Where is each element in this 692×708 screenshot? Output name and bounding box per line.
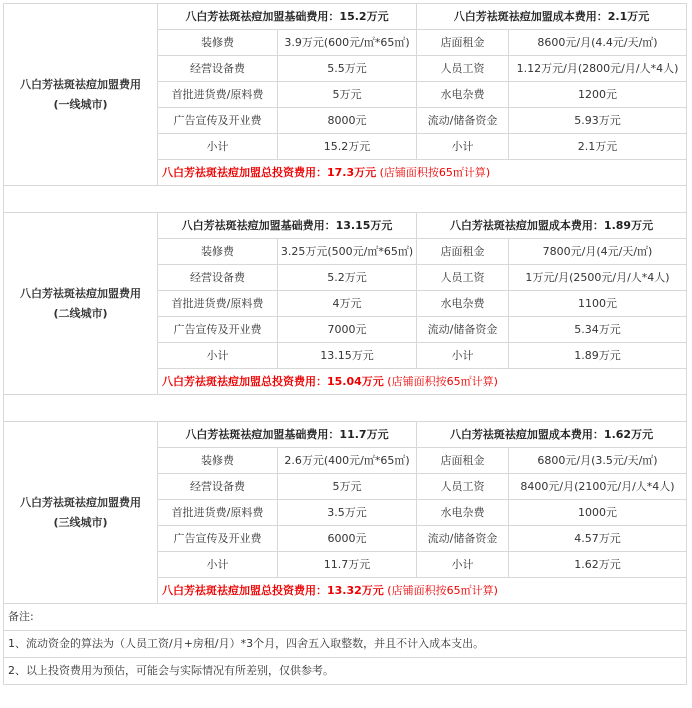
base-item-name: 小计 bbox=[158, 552, 278, 578]
cost-item-name: 小计 bbox=[417, 134, 509, 160]
base-item-name: 广告宣传及开业费 bbox=[158, 526, 278, 552]
city-tier: (一线城市) bbox=[53, 97, 108, 111]
cost-item-name: 店面租金 bbox=[417, 30, 509, 56]
base-item-name: 首批进货费/原料费 bbox=[158, 291, 278, 317]
cost-item-name: 水电杂费 bbox=[417, 82, 509, 108]
notes-title: 备注: bbox=[4, 604, 687, 631]
total-investment-label: 八白芳祛斑祛痘加盟总投资费用：15.04万元 bbox=[162, 374, 384, 388]
city-tier-cell bbox=[4, 422, 158, 604]
total-area-note: (店铺面积按65㎡计算) bbox=[387, 374, 498, 388]
operating-cost-header: 八白芳祛斑祛痘加盟成本费用：1.62万元 bbox=[417, 422, 687, 448]
base-item-value: 5万元 bbox=[278, 474, 417, 500]
cost-item-value: 1.89万元 bbox=[509, 343, 687, 369]
base-item-value: 3.5万元 bbox=[278, 500, 417, 526]
cost-item-value: 8400元/月(2100元/月/人*4人) bbox=[509, 474, 687, 500]
spacer-cell bbox=[4, 395, 687, 422]
base-item-name: 首批进货费/原料费 bbox=[158, 82, 278, 108]
cost-item-value: 1100元 bbox=[509, 291, 687, 317]
base-item-value: 8000元 bbox=[278, 108, 417, 134]
base-cost-header: 八白芳祛斑祛痘加盟基础费用：11.7万元 bbox=[158, 422, 417, 448]
cost-item-value: 6800元/月(3.5元/天/㎡) bbox=[509, 448, 687, 474]
base-item-value: 11.7万元 bbox=[278, 552, 417, 578]
base-item-name: 广告宣传及开业费 bbox=[158, 108, 278, 134]
base-cost-header: 八白芳祛斑祛痘加盟基础费用：15.2万元 bbox=[158, 4, 417, 30]
cost-item-name: 小计 bbox=[417, 552, 509, 578]
section-header-row bbox=[4, 4, 687, 30]
operating-cost-header: 八白芳祛斑祛痘加盟成本费用：1.89万元 bbox=[417, 213, 687, 239]
cost-item-value: 7800元/月(4元/天/㎡) bbox=[509, 239, 687, 265]
base-item-value: 3.25万元(500元/㎡*65㎡) bbox=[278, 239, 417, 265]
base-item-name: 小计 bbox=[158, 134, 278, 160]
franchise-cost-table bbox=[3, 3, 687, 685]
cost-item-value: 5.93万元 bbox=[509, 108, 687, 134]
base-item-name: 装修费 bbox=[158, 30, 278, 56]
total-investment-label: 八白芳祛斑祛痘加盟总投资费用：17.3万元 bbox=[162, 165, 377, 179]
cost-item-value: 5.34万元 bbox=[509, 317, 687, 343]
base-item-name: 装修费 bbox=[158, 448, 278, 474]
cost-item-value: 1.12万元/月(2800元/月/人*4人) bbox=[509, 56, 687, 82]
cost-item-name: 人员工资 bbox=[417, 474, 509, 500]
spacer-row bbox=[4, 395, 687, 422]
section-header-row bbox=[4, 213, 687, 239]
total-investment-cell bbox=[158, 578, 687, 604]
city-tier: (二线城市) bbox=[53, 306, 108, 320]
cost-item-name: 店面租金 bbox=[417, 448, 509, 474]
cost-item-value: 8600元/月(4.4元/天/㎡) bbox=[509, 30, 687, 56]
note-row bbox=[4, 631, 687, 658]
note-item: 1、流动资金的算法为（人员工资/月+房租/月）*3个月，四舍五入取整数，并且不计入成本支出。 bbox=[4, 631, 687, 658]
cost-item-name: 人员工资 bbox=[417, 56, 509, 82]
cost-item-value: 1200元 bbox=[509, 82, 687, 108]
base-item-value: 3.9万元(600元/㎡*65㎡) bbox=[278, 30, 417, 56]
base-item-value: 2.6万元(400元/㎡*65㎡) bbox=[278, 448, 417, 474]
notes-title-row bbox=[4, 604, 687, 631]
total-area-note: (店铺面积按65㎡计算) bbox=[387, 583, 498, 597]
base-item-value: 5.5万元 bbox=[278, 56, 417, 82]
cost-item-name: 流动/储备资金 bbox=[417, 526, 509, 552]
base-item-name: 广告宣传及开业费 bbox=[158, 317, 278, 343]
cost-item-value: 2.1万元 bbox=[509, 134, 687, 160]
base-item-value: 6000元 bbox=[278, 526, 417, 552]
city-name: 八白芳祛斑祛痘加盟费用 bbox=[20, 495, 141, 509]
base-item-name: 经营设备费 bbox=[158, 474, 278, 500]
base-cost-header: 八白芳祛斑祛痘加盟基础费用：13.15万元 bbox=[158, 213, 417, 239]
note-item: 2、以上投资费用为预估，可能会与实际情况有所差别，仅供参考。 bbox=[4, 658, 687, 685]
city-tier-cell bbox=[4, 213, 158, 395]
base-item-value: 5万元 bbox=[278, 82, 417, 108]
spacer-cell bbox=[4, 186, 687, 213]
total-investment-cell bbox=[158, 160, 687, 186]
base-item-name: 小计 bbox=[158, 343, 278, 369]
total-investment-label: 八白芳祛斑祛痘加盟总投资费用：13.32万元 bbox=[162, 583, 384, 597]
cost-item-value: 1000元 bbox=[509, 500, 687, 526]
note-row bbox=[4, 658, 687, 685]
cost-item-value: 1万元/月(2500元/月/人*4人) bbox=[509, 265, 687, 291]
cost-item-name: 流动/储备资金 bbox=[417, 108, 509, 134]
cost-item-value: 1.62万元 bbox=[509, 552, 687, 578]
base-item-value: 15.2万元 bbox=[278, 134, 417, 160]
city-name: 八白芳祛斑祛痘加盟费用 bbox=[20, 286, 141, 300]
base-item-value: 13.15万元 bbox=[278, 343, 417, 369]
cost-item-name: 水电杂费 bbox=[417, 291, 509, 317]
total-area-note: (店铺面积按65㎡计算) bbox=[379, 165, 491, 179]
total-investment-cell bbox=[158, 369, 687, 395]
city-name: 八白芳祛斑祛痘加盟费用 bbox=[20, 77, 141, 91]
cost-item-name: 店面租金 bbox=[417, 239, 509, 265]
operating-cost-header: 八白芳祛斑祛痘加盟成本费用：2.1万元 bbox=[417, 4, 687, 30]
base-item-name: 首批进货费/原料费 bbox=[158, 500, 278, 526]
cost-item-name: 流动/储备资金 bbox=[417, 317, 509, 343]
cost-item-name: 小计 bbox=[417, 343, 509, 369]
base-item-name: 装修费 bbox=[158, 239, 278, 265]
base-item-value: 5.2万元 bbox=[278, 265, 417, 291]
base-item-value: 4万元 bbox=[278, 291, 417, 317]
base-item-value: 7000元 bbox=[278, 317, 417, 343]
spacer-row bbox=[4, 186, 687, 213]
base-item-name: 经营设备费 bbox=[158, 56, 278, 82]
base-item-name: 经营设备费 bbox=[158, 265, 278, 291]
cost-item-value: 4.57万元 bbox=[509, 526, 687, 552]
cost-item-name: 人员工资 bbox=[417, 265, 509, 291]
cost-item-name: 水电杂费 bbox=[417, 500, 509, 526]
city-tier-cell bbox=[4, 4, 158, 186]
section-header-row bbox=[4, 422, 687, 448]
city-tier: (三线城市) bbox=[53, 515, 108, 529]
